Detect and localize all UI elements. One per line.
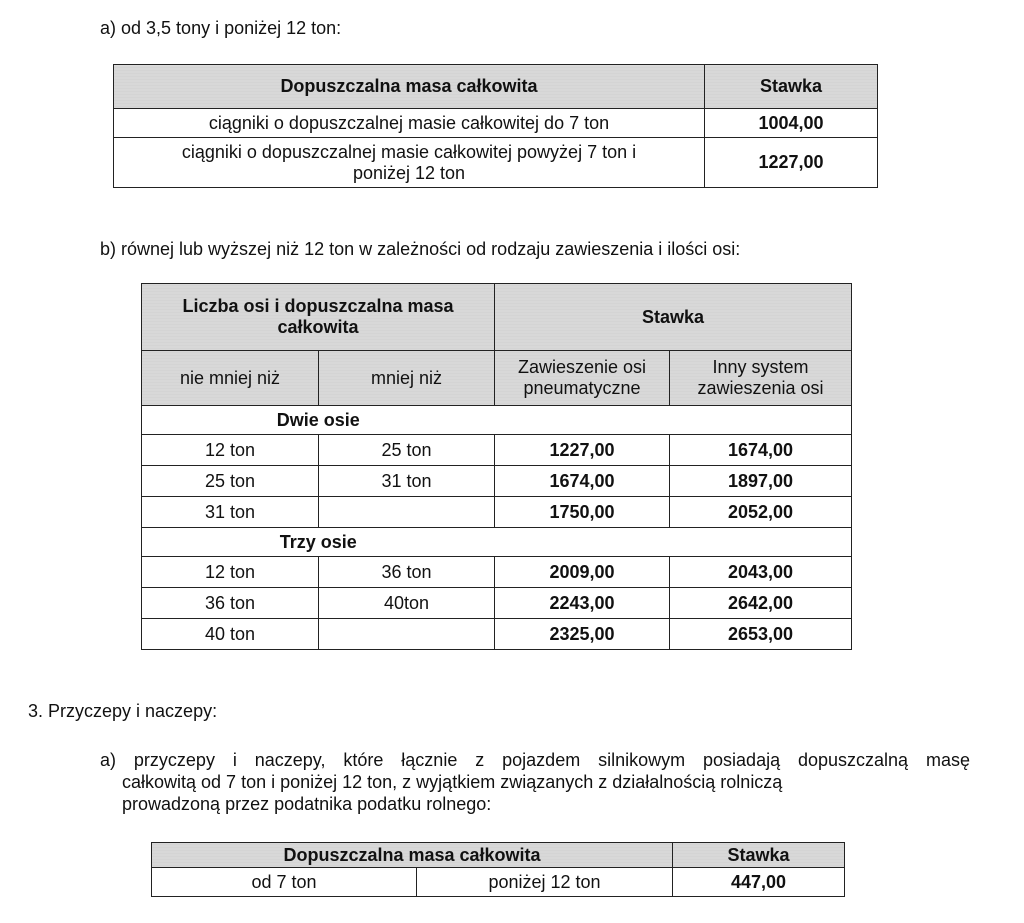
group-title-filler — [495, 528, 852, 557]
table-row — [142, 588, 852, 619]
table-2b-subheader-row — [142, 351, 852, 406]
table-row — [142, 619, 852, 650]
section-3a-line1: a) przyczepy i naczepy, które łącznie z pojazdem silnikowym posiadają dopuszczalną masę — [100, 750, 970, 770]
group-title-filler — [495, 406, 852, 435]
cell-min: 40 ton — [142, 619, 319, 650]
cell-min: 31 ton — [142, 497, 319, 528]
cell-max — [319, 497, 495, 528]
table-row — [142, 466, 852, 497]
table-2b-header-group-line1: Liczba osi i dopuszczalna masa — [182, 296, 454, 316]
cell-other: 1897,00 — [670, 466, 852, 497]
cell-other: 2653,00 — [670, 619, 852, 650]
table-2a-row2-label-line1: ciągniki o dopuszczalnej masie całkowitej powyżej 7 ton i — [181, 141, 637, 162]
section-3a-line2: całkowitą od 7 ton i poniżej 12 ton, z wyjątkiem związanych z działalnością rolniczą — [122, 772, 783, 792]
table-3a-header-rate: Stawka — [673, 843, 845, 868]
cell-pneumatic: 1674,00 — [495, 466, 670, 497]
table-2b-sub-other-line1: Inny system — [712, 357, 809, 377]
table-3a-min: od 7 ton — [152, 868, 417, 897]
cell-min: 36 ton — [142, 588, 319, 619]
cell-min: 12 ton — [142, 435, 319, 466]
table-2a-row2-label-line2: poniżej 12 ton — [352, 162, 466, 183]
cell-max: 40ton — [319, 588, 495, 619]
table-3a-max: poniżej 12 ton — [417, 868, 673, 897]
cell-max: 31 ton — [319, 466, 495, 497]
cell-pneumatic: 2243,00 — [495, 588, 670, 619]
table-3a — [151, 842, 845, 897]
cell-min: 12 ton — [142, 557, 319, 588]
cell-max — [319, 619, 495, 650]
table-3a-header-mass: Dopuszczalna masa całkowita — [152, 843, 673, 868]
cell-max: 25 ton — [319, 435, 495, 466]
table-2a-header-rate: Stawka — [705, 65, 878, 109]
table-3a-header-row — [152, 843, 845, 868]
cell-pneumatic: 2009,00 — [495, 557, 670, 588]
table-row — [114, 138, 878, 188]
table-2a-header-mass: Dopuszczalna masa całkowita — [114, 65, 705, 109]
table-2b-sub-other-line2: zawieszenia osi — [697, 378, 824, 398]
table-2b-header-rate: Stawka — [495, 284, 852, 351]
group-title-row — [142, 406, 852, 435]
table-2b-sub-other — [670, 351, 852, 406]
table-2b-sub-pneumatic — [495, 351, 670, 406]
cell-max: 36 ton — [319, 557, 495, 588]
table-2b-header-row — [142, 284, 852, 351]
cell-pneumatic: 1750,00 — [495, 497, 670, 528]
table-2a-row2-rate: 1227,00 — [705, 138, 878, 188]
table-row — [142, 497, 852, 528]
group-title-two-axles: Dwie osie — [142, 406, 495, 435]
table-2b — [141, 283, 852, 650]
table-2b-sub-pneumatic-line2: pneumatyczne — [523, 378, 641, 398]
table-2b-header-group — [142, 284, 495, 351]
table-row — [114, 109, 878, 138]
cell-other: 2642,00 — [670, 588, 852, 619]
section-3-heading: 3. Przyczepy i naczepy: — [28, 701, 218, 721]
section-3a-line3: prowadzoną przez podatnika podatku rolnego: — [122, 794, 492, 814]
section-2a-heading: a) od 3,5 tony i poniżej 12 ton: — [100, 18, 342, 38]
table-row — [152, 868, 845, 897]
table-2b-header-group-line2: całkowita — [277, 317, 359, 337]
table-row — [142, 435, 852, 466]
table-row — [142, 557, 852, 588]
table-2b-sub-pneumatic-line1: Zawieszenie osi — [517, 357, 647, 377]
cell-other: 1674,00 — [670, 435, 852, 466]
section-2b-heading: b) równej lub wyższej niż 12 ton w zależności od rodzaju zawieszenia i ilości osi: — [100, 239, 741, 259]
section-3a-paragraph — [100, 749, 970, 815]
cell-min: 25 ton — [142, 466, 319, 497]
table-3a-rate: 447,00 — [673, 868, 845, 897]
table-2b-sub-max: mniej niż — [319, 351, 495, 406]
table-2a — [113, 64, 878, 188]
cell-pneumatic: 2325,00 — [495, 619, 670, 650]
table-2a-row1-label: ciągniki o dopuszczalnej masie całkowitej do 7 ton — [114, 109, 705, 138]
group-title-three-axles: Trzy osie — [142, 528, 495, 557]
table-2a-row1-rate: 1004,00 — [705, 109, 878, 138]
table-2b-sub-min: nie mniej niż — [142, 351, 319, 406]
cell-other: 2052,00 — [670, 497, 852, 528]
cell-other: 2043,00 — [670, 557, 852, 588]
table-2a-row2-label — [114, 138, 705, 188]
table-2a-header-row — [114, 65, 878, 109]
group-title-row — [142, 528, 852, 557]
cell-pneumatic: 1227,00 — [495, 435, 670, 466]
